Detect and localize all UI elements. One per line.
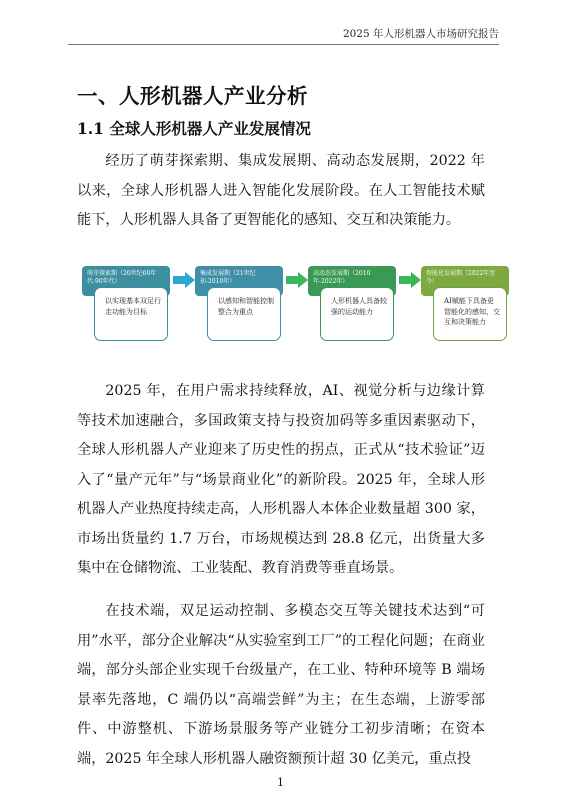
stage-description: 人形机器人具备较强的运动能力 bbox=[320, 287, 394, 341]
page-header bbox=[68, 26, 499, 45]
stage-1 bbox=[82, 266, 170, 316]
stage-title: 高动态发展期（2010年-2022年） bbox=[308, 266, 396, 296]
header-title: 2025 年人形机器人市场研究报告 bbox=[342, 28, 499, 40]
stage-description: AI赋能下具备更智能化的感知、交互和决策能力 bbox=[433, 287, 507, 341]
paragraph-1: 经历了萌芽探索期、集成发展期、高动态发展期，2022 年以来，全球人形机器人进入智能化发展阶段。在人工智能技术赋能下，人形机器人具备了更智能化的感知、交互和决策能力。 bbox=[77, 153, 485, 228]
paragraph-3: 在技术端，双足运动控制、多模态交互等关键技术达到“可用”水平，部分企业解决“从实验室到工厂”的工程化问题；在商业端，部分头部企业实现千台级量产，在工业、特种环境等 B 端场景率先落地，C 端仍以“高端尝鲜”为主；在生态端，上游零部件、中游整机、下游场景服务等产业链分工初步清晰；在资本端，2025 年全球人形机器人融资额预计超 30 亿美元，重点投 bbox=[77, 603, 485, 767]
stage-description: 以感知和智能控制整合为重点 bbox=[207, 287, 281, 341]
page-number: 1 bbox=[277, 776, 284, 789]
paragraph-2: 2025 年，在用户需求持续释放，AI、视觉分析与边缘计算等技术加速融合，多国政策支持与投资加码等多重因素驱动下，全球人形机器人产业迎来了历史性的拐点，正式从“技术验证”迈入了“量产元年”与“场景商业化”的新阶段。2025 年，全球人形机器人产业热度持续走高，人形机器人本体企业数量超 300 家，市场出货量约 1.7 万台，市场规模达到 28.8 亿元，出货量大多集中在仓储物流、工业装配、教育消费等垂直场景。 bbox=[77, 383, 485, 576]
stage-3 bbox=[308, 266, 396, 316]
section-heading: 一、人形机器人产业分析 bbox=[77, 84, 308, 108]
stage-2 bbox=[195, 266, 283, 316]
subsection-heading: 1.1 全球人形机器人产业发展情况 bbox=[77, 119, 311, 138]
stage-description: 以实现基本双足行走功能为目标 bbox=[94, 287, 168, 341]
stage-4 bbox=[421, 266, 509, 326]
development-stages-diagram bbox=[82, 266, 500, 344]
stage-title: 集成发展期（21世纪初-2010年） bbox=[195, 266, 283, 296]
stage-title: 智能化发展期（2022年至今） bbox=[421, 266, 509, 296]
stage-title: 萌芽探索期（20世纪60年代-90年代） bbox=[82, 266, 170, 296]
